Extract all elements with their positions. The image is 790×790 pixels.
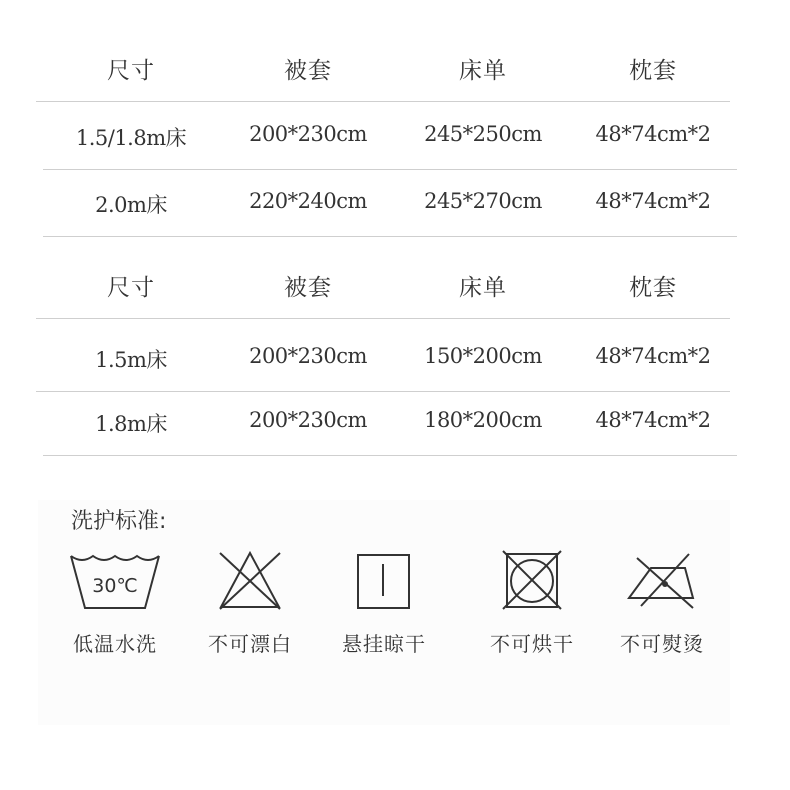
cell-pillowcase: 48*74cm*2: [595, 408, 711, 432]
cell-pillowcase: 48*74cm*2: [595, 189, 711, 213]
care-item-wash: [50, 550, 180, 657]
divider: [36, 101, 730, 102]
cell-pillowcase: 48*74cm*2: [595, 344, 711, 368]
divider: [36, 318, 730, 319]
do-not-iron-icon: [627, 550, 697, 610]
care-label: 不可熨烫: [620, 632, 704, 656]
cell-size: 1.5/1.8m床: [75, 126, 187, 150]
header-bed-sheet: 床单: [459, 58, 507, 84]
cell-size: 1.5m床: [95, 348, 167, 372]
do-not-bleach-icon: [217, 550, 283, 610]
care-item-iron: [597, 550, 727, 657]
care-label: 不可烘干: [490, 632, 574, 656]
care-item-tumble-dry: [467, 550, 597, 657]
cell-duvet-cover: 200*230cm: [249, 344, 367, 368]
header-bed-sheet: 床单: [459, 275, 507, 301]
wash-30-icon: [69, 550, 161, 610]
cell-duvet-cover: 200*230cm: [249, 408, 367, 432]
care-label: 悬挂晾干: [342, 632, 426, 656]
divider: [43, 236, 737, 237]
cell-bed-sheet: 180*200cm: [424, 408, 542, 432]
header-duvet-cover: 被套: [284, 275, 332, 301]
care-item-line-dry: [319, 550, 449, 657]
cell-bed-sheet: 245*270cm: [424, 189, 542, 213]
cell-duvet-cover: 200*230cm: [249, 122, 367, 146]
line-dry-icon: [356, 550, 412, 610]
care-label: 不可漂白: [208, 632, 292, 656]
header-size: 尺寸: [107, 275, 155, 301]
divider: [43, 455, 737, 456]
care-label: 低温水洗: [73, 632, 157, 656]
header-pillowcase: 枕套: [629, 58, 677, 84]
do-not-tumble-dry-icon: [502, 550, 562, 610]
cell-bed-sheet: 245*250cm: [424, 122, 542, 146]
header-pillowcase: 枕套: [629, 275, 677, 301]
divider: [43, 169, 737, 170]
cell-bed-sheet: 150*200cm: [424, 344, 542, 368]
cell-duvet-cover: 220*240cm: [249, 189, 367, 213]
cell-size: 2.0m床: [95, 193, 167, 217]
divider: [36, 391, 730, 392]
cell-pillowcase: 48*74cm*2: [595, 122, 711, 146]
care-item-bleach: [185, 550, 315, 657]
care-title: 洗护标准:: [71, 509, 167, 534]
header-duvet-cover: 被套: [284, 58, 332, 84]
header-size: 尺寸: [107, 58, 155, 84]
wash-temperature: 30℃: [92, 575, 138, 597]
cell-size: 1.8m床: [95, 412, 167, 436]
